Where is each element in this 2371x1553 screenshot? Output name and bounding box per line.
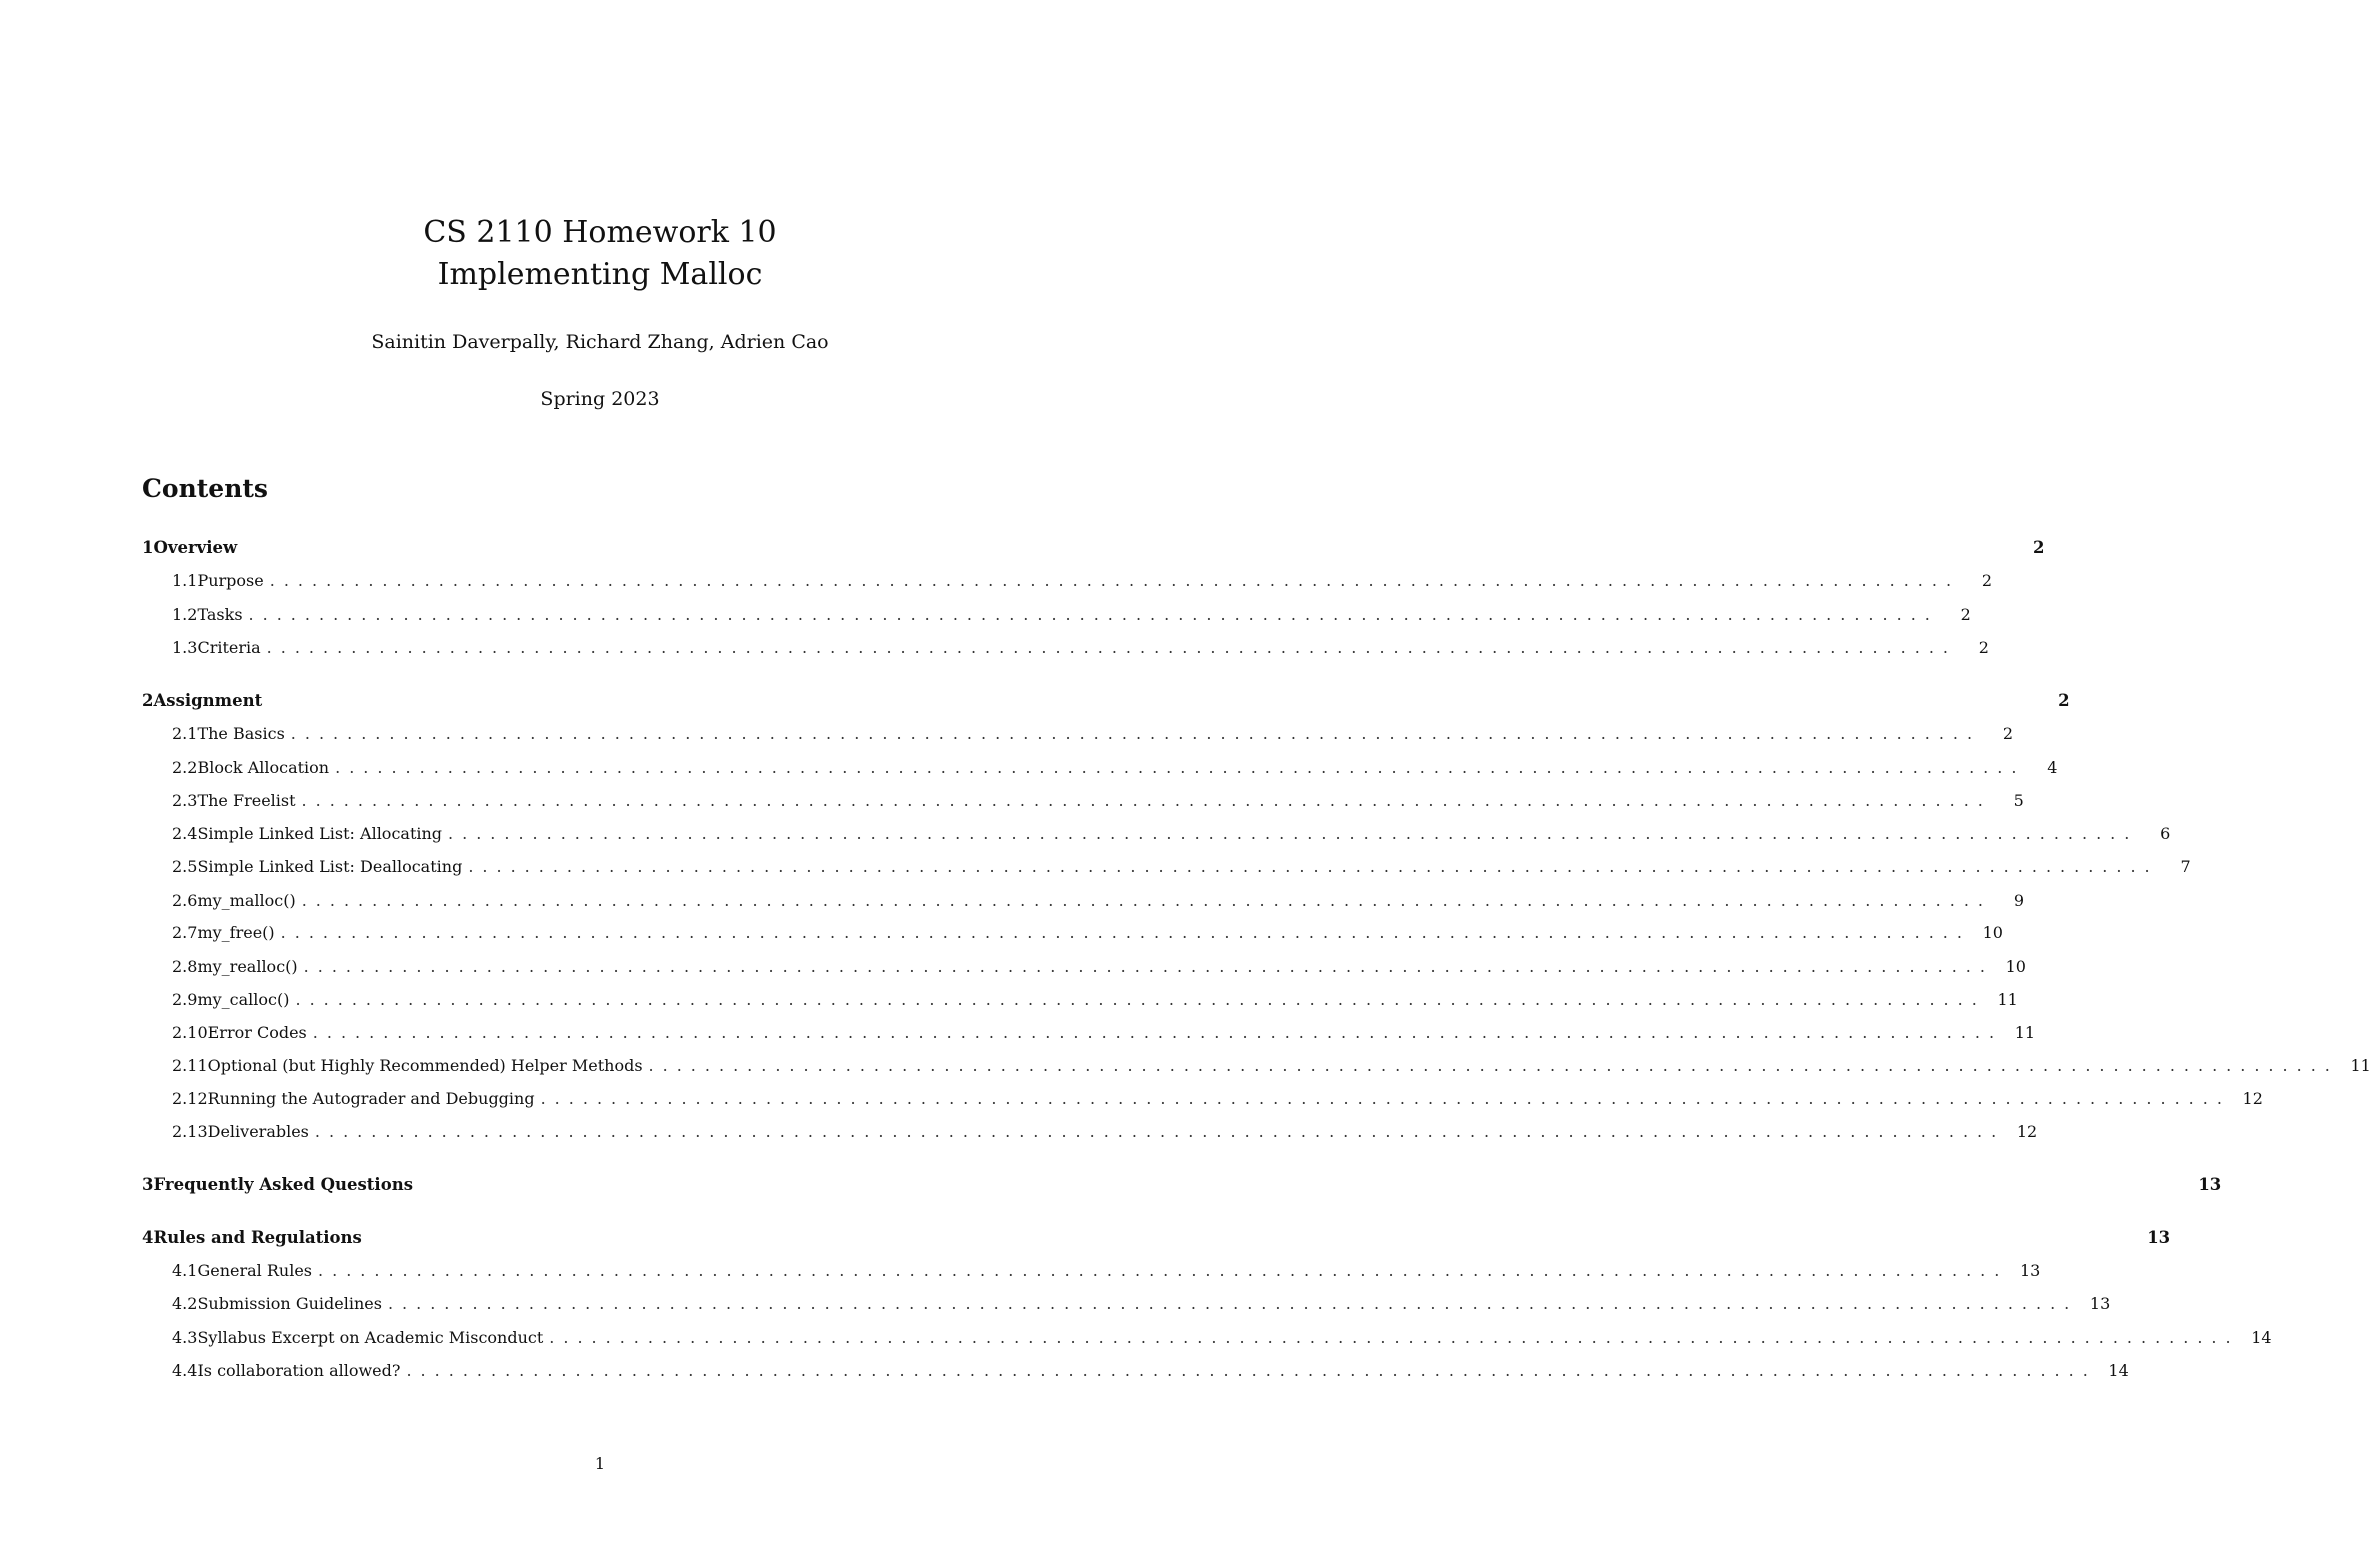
toc-entry-number: 2.13 [172,1122,208,1141]
toc-dot-leader: ........................................................................................................................ [295,990,1986,1009]
toc-entry-page: 11 [2014,1023,2036,1042]
toc-entry-title: Assignment [153,691,263,710]
toc-dot-leader: ........................................................................................................................ [648,1056,2339,1075]
toc-dot-leader: ........................................................................................................................ [290,724,1982,743]
page-number: 1 [594,1454,606,1473]
toc-entry-number: 2.3 [172,791,198,810]
toc-entry-number: 4.4 [172,1361,198,1380]
toc-entry-title: Overview [153,538,238,557]
toc-subsection-entry[interactable] [142,889,2024,913]
toc-dot-leader: ........................................................................................................................ [303,957,1994,976]
document-title-line-1: CS 2110 Homework 10 [423,215,777,250]
toc-entry-number: 2.10 [172,1023,208,1042]
toc-section-entry[interactable] [142,1173,2222,1197]
toc-subsection-entry[interactable] [142,603,1971,627]
toc-entry-number: 1.2 [172,605,198,624]
toc-entry-number: 4 [142,1228,154,1247]
toc-entry-title: Criteria [197,638,261,657]
toc-entry-title: Error Codes [207,1023,307,1042]
toc-subsection-entry[interactable] [142,1359,2129,1383]
toc-entry-page: 2 [2058,691,2070,710]
toc-subsection-entry[interactable] [142,855,2191,879]
toc-subsection-entry[interactable] [142,822,2171,846]
toc-entry-title: Submission Guidelines [197,1294,382,1313]
toc-subsection-entry[interactable] [142,1292,2111,1316]
toc-dot-leader: ........................................................................................................................ [406,1361,2097,1380]
toc-entry-page: 13 [2147,1228,2171,1247]
toc-entry-number: 2.7 [172,923,198,942]
toc-subsection-entry[interactable] [142,988,2018,1012]
toc-entry-page: 2 [1978,638,1989,657]
toc-subsection-entry[interactable] [142,1120,2038,1144]
toc-subsection-entry[interactable] [142,1326,2272,1350]
toc-entry-page: 14 [2251,1328,2272,1347]
toc-subsection-entry[interactable] [142,636,1989,660]
toc-entry-title: Purpose [197,571,264,590]
toc-entry-page: 11 [1997,990,2018,1009]
toc-dot-leader: ........................................................................................................................ [318,1261,2009,1280]
toc-dot-leader: ........................................................................................................................ [301,791,1992,810]
toc-dot-leader: ........................................................................................................................ [387,1294,2079,1313]
toc-subsection-entry[interactable] [142,955,2026,979]
toc-dot-leader: ........................................................................................................................ [301,891,1992,910]
toc-entry-page: 4 [2047,758,2058,777]
document-date: Spring 2023 [540,388,660,410]
toc-entry-number: 4.3 [172,1328,198,1347]
toc-entry-page: 10 [1982,923,2003,942]
contents-heading: Contents [142,474,269,503]
toc-entry-title: Running the Autograder and Debugging [207,1089,535,1108]
toc-entry-page: 6 [2160,824,2171,843]
toc-entry-number: 2.2 [172,758,198,777]
toc-entry-number: 1.3 [172,638,198,657]
toc-entry-title: Simple Linked List: Deallocating [197,857,463,876]
toc-entry-number: 2.12 [172,1089,208,1108]
toc-entry-page: 2 [2002,724,2014,743]
document-title-line-2: Implementing Malloc [437,257,763,292]
toc-dot-leader: ........................................................................................................................ [448,824,2139,843]
toc-subsection-entry[interactable] [142,722,2014,746]
toc-entry-page: 13 [2089,1294,2111,1313]
toc-entry-page: 11 [2350,1056,2371,1075]
toc-subsection-entry[interactable] [142,921,2003,945]
toc-entry-title: Syllabus Excerpt on Academic Misconduct [197,1328,544,1347]
toc-entry-number: 1 [142,538,154,557]
toc-entry-page: 7 [2180,857,2191,876]
toc-dot-leader: ........................................................................................................................ [314,1122,2006,1141]
toc-entry-title: Deliverables [207,1122,309,1141]
toc-dot-leader: ........................................................................................................................ [312,1023,2004,1042]
toc-dot-leader: ........................................................................................................................ [280,923,1971,942]
toc-dot-leader: ........................................................................................................................ [266,638,1957,657]
document-authors: Sainitin Daverpally, Richard Zhang, Adrien Cao [371,331,829,353]
toc-subsection-entry[interactable] [142,1259,2041,1283]
toc-entry-title: Tasks [197,605,243,624]
toc-entry-number: 4.2 [172,1294,198,1313]
toc-dot-leader: ........................................................................................................................ [540,1089,2231,1108]
toc-entry-title: Frequently Asked Questions [153,1175,413,1194]
toc-dot-leader: ........................................................................................................................ [248,605,1939,624]
toc-subsection-entry[interactable] [142,1054,2371,1078]
toc-entry-title: Rules and Regulations [153,1228,362,1247]
toc-entry-number: 2.8 [172,957,198,976]
toc-section-entry[interactable] [142,689,2070,713]
toc-entry-title: General Rules [197,1261,313,1280]
toc-entry-number: 2.1 [172,724,198,743]
toc-entry-page: 2 [2033,538,2045,557]
toc-dot-leader: ........................................................................................................................ [468,857,2159,876]
toc-entry-number: 2.5 [172,857,198,876]
toc-section-entry[interactable] [142,1226,2171,1250]
toc-subsection-entry[interactable] [142,756,2058,780]
toc-entry-title: The Basics [197,724,285,743]
toc-entry-page: 13 [2198,1175,2222,1194]
toc-entry-page: 14 [2108,1361,2129,1380]
toc-entry-page: 5 [2013,791,2024,810]
toc-dot-leader: ........................................................................................................................ [335,758,2026,777]
toc-entry-page: 10 [2005,957,2026,976]
toc-entry-title: Simple Linked List: Allocating [197,824,443,843]
toc-dot-leader: ........................................................................................................................ [269,571,1961,590]
toc-entry-title: my_free() [197,923,275,942]
toc-entry-title: my_realloc() [197,957,298,976]
toc-subsection-entry[interactable] [142,1087,2263,1111]
toc-entry-number: 2.11 [172,1056,208,1075]
toc-subsection-entry[interactable] [142,789,2024,813]
toc-entry-title: Is collaboration allowed? [197,1361,401,1380]
toc-entry-number: 2.4 [172,824,198,843]
toc-entry-title: The Freelist [197,791,296,810]
toc-subsection-entry[interactable] [142,1021,2036,1045]
toc-entry-number: 2.9 [172,990,198,1009]
toc-entry-page: 9 [2013,891,2024,910]
toc-entry-page: 12 [2242,1089,2263,1108]
toc-entry-page: 2 [1981,571,1993,590]
toc-entry-number: 3 [142,1175,154,1194]
toc-entry-title: Optional (but Highly Recommended) Helper Methods [207,1056,643,1075]
toc-entry-number: 4.1 [172,1261,198,1280]
toc-entry-number: 1.1 [172,571,198,590]
toc-entry-title: my_calloc() [197,990,290,1009]
toc-entry-number: 2.6 [172,891,198,910]
toc-entry-title: my_malloc() [197,891,296,910]
toc-dot-leader: ........................................................................................................................ [549,1328,2240,1347]
toc-entry-page: 2 [1960,605,1971,624]
toc-entry-number: 2 [142,691,154,710]
toc-section-entry[interactable] [142,536,2045,560]
toc-entry-title: Block Allocation [197,758,330,777]
toc-entry-page: 12 [2016,1122,2038,1141]
toc-entry-page: 13 [2019,1261,2041,1280]
toc-subsection-entry[interactable] [142,569,1993,593]
